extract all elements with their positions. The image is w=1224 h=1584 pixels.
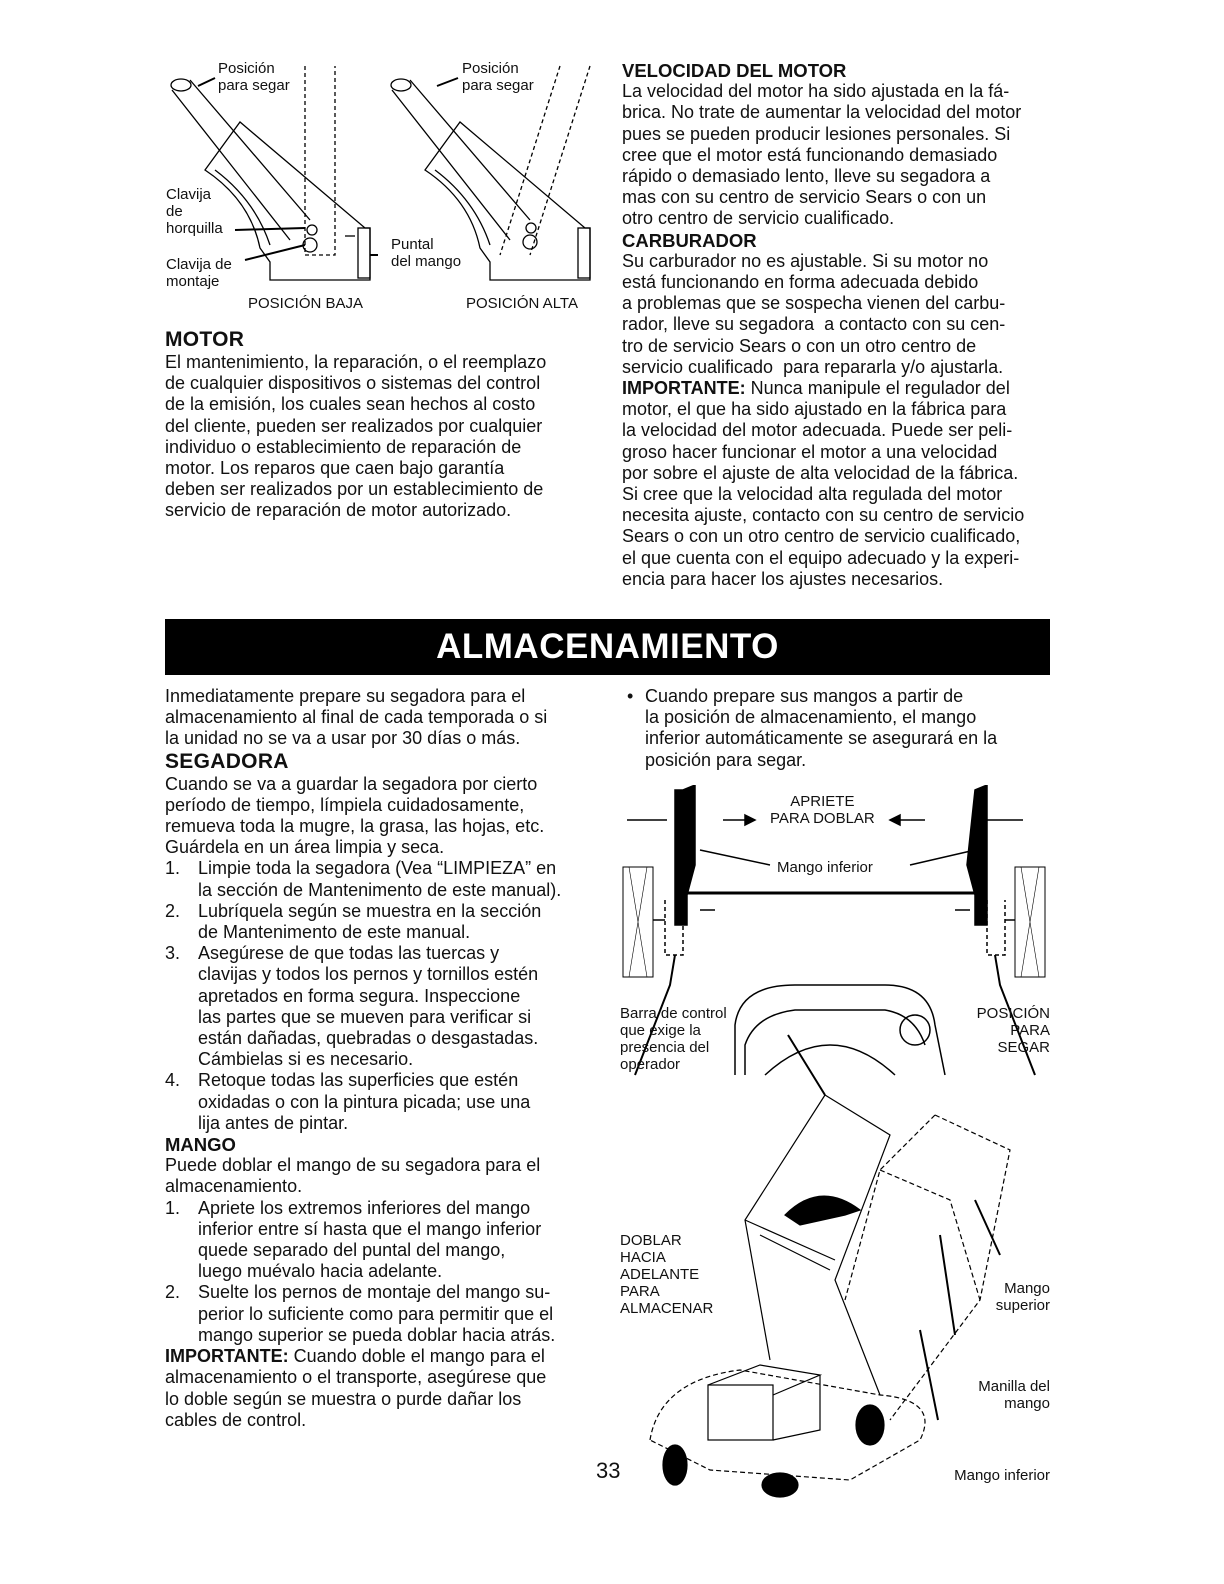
label-apriete-para-doblar: APRIETE PARA DOBLAR bbox=[770, 793, 875, 827]
line-text: la posición de almacenamiento, el mango bbox=[645, 707, 977, 728]
text-line bbox=[622, 208, 1024, 229]
text-line bbox=[645, 707, 997, 728]
text-line bbox=[165, 1304, 561, 1325]
line-text: Sears o con un otro centro de servicio cualificado, bbox=[622, 526, 1021, 547]
text-line bbox=[622, 145, 1024, 166]
text-line bbox=[165, 437, 546, 458]
line-text: apretados en forma segura. Inspeccione bbox=[198, 985, 521, 1006]
text-line bbox=[622, 166, 1024, 187]
section-heading bbox=[165, 1134, 561, 1155]
line-text: posición para segar. bbox=[645, 749, 807, 770]
line-text: almacenamiento o el transporte, asegúrese que bbox=[165, 1367, 547, 1388]
line-text: por sobre el ajuste de alta velocidad de la fábrica. bbox=[622, 462, 1019, 483]
line-text: Cámbielas si es necesario. bbox=[198, 1049, 414, 1070]
line-text: Apriete los extremos inferiores del mango bbox=[198, 1197, 531, 1218]
text-line bbox=[165, 964, 561, 985]
line-text: lo doble según se muestra o purde dañar los bbox=[165, 1388, 522, 1409]
line-text: servicio cualificado para repararla y/o ajustarla. bbox=[622, 356, 1004, 377]
line-text: Puede doblar el mango de su segadora para el bbox=[165, 1155, 541, 1176]
text-line bbox=[165, 373, 546, 394]
text-line bbox=[622, 526, 1024, 547]
text-line bbox=[165, 394, 546, 415]
line-text: Si cree que la velocidad alta regulada del motor bbox=[622, 484, 1003, 505]
line-text: rador, lleve su segadora a contacto con su cen- bbox=[622, 314, 1006, 335]
label-posicion-para-segar: POSICIÓN PARA SEGAR bbox=[976, 1005, 1050, 1056]
motor-section bbox=[165, 328, 546, 522]
line-text: las partes que se mueven para verificar si bbox=[198, 1006, 532, 1027]
text-line bbox=[165, 922, 561, 943]
list-item bbox=[165, 901, 561, 922]
line-text: motor, el que ha sido ajustado en la fábrica para bbox=[622, 399, 1007, 420]
line-text: oxidadas o con la pintura picada; use una bbox=[198, 1091, 531, 1112]
line-text: La velocidad del motor ha sido ajustada en la fá- bbox=[622, 81, 1010, 102]
text-line bbox=[622, 187, 1024, 208]
label-manilla-del-mango: Manilla del mango bbox=[978, 1378, 1050, 1412]
text-line bbox=[165, 1240, 561, 1261]
text-line bbox=[622, 336, 1024, 357]
label-posicion-para-segar-right: Posición para segar bbox=[462, 60, 534, 94]
line-text: del cliente, pueden ser realizados por cualquier bbox=[165, 415, 543, 436]
line-text: remueva toda la mugre, la grasa, las hojas, etc. bbox=[165, 816, 545, 837]
list-number: 3. bbox=[165, 943, 181, 964]
label-doblar-hacia-adelante: DOBLAR HACIA ADELANTE PARA ALMACENAR bbox=[620, 1232, 714, 1317]
text-line bbox=[165, 1346, 561, 1367]
label-puntal-del-mango: Puntal del mango bbox=[391, 236, 462, 270]
list-number: 2. bbox=[165, 900, 181, 921]
label-barra-de-control: Barra de control que exige la presencia del operador bbox=[620, 1005, 727, 1073]
text-line bbox=[165, 795, 561, 816]
text-line bbox=[165, 774, 561, 795]
line-text: pues se pueden producir lesiones personales. Si bbox=[622, 123, 1011, 144]
line-text: SEGADORA bbox=[165, 749, 289, 773]
line-text: Retoque todas las superficies que estén bbox=[198, 1070, 519, 1091]
line-text: necesita ajuste, contacto con su centro de servicio bbox=[622, 505, 1025, 526]
line-text: Guárdela en un área limpia y seca. bbox=[165, 837, 445, 858]
text-line bbox=[165, 1367, 561, 1388]
text-line bbox=[622, 272, 1024, 293]
text-line bbox=[622, 484, 1024, 505]
text-line bbox=[622, 124, 1024, 145]
text-line bbox=[165, 1155, 561, 1176]
line-text: de Mantenimento de este manual. bbox=[198, 922, 471, 943]
label-clavija-montaje: Clavija de montaje bbox=[166, 256, 232, 290]
section-heading bbox=[165, 328, 546, 352]
line-text: Suelte los pernos de montaje del mango su- bbox=[198, 1282, 551, 1303]
text-line bbox=[165, 458, 546, 479]
line-text: almacenamiento al final de cada temporada o si bbox=[165, 707, 548, 728]
line-text: Su carburador no es ajustable. Si su motor no bbox=[622, 250, 989, 271]
line-text: Cuando prepare sus mangos a partir de bbox=[645, 686, 964, 706]
line-text: mas con su centro de servicio Sears o con un bbox=[622, 187, 987, 208]
label-posicion-para-segar-left: Posición para segar bbox=[218, 60, 290, 94]
line-text: encia para hacer los ajustes necesarios. bbox=[622, 568, 944, 589]
text-line bbox=[622, 505, 1024, 526]
line-text: a problemas que se sospecha vienen del carbu- bbox=[622, 293, 1006, 314]
mower-folding-diagram bbox=[620, 1000, 1055, 1500]
line-text: deben ser realizados por un establecimiento de bbox=[165, 479, 544, 500]
text-line bbox=[165, 479, 546, 500]
line-text: Cuando se va a guardar la segadora por cierto bbox=[165, 773, 538, 794]
text-line bbox=[165, 816, 561, 837]
line-text: individuo o establecimiento de reparación de bbox=[165, 436, 522, 457]
text-line bbox=[165, 1325, 561, 1346]
handle-position-diagram bbox=[160, 50, 600, 320]
text-line bbox=[165, 728, 561, 749]
text-line bbox=[165, 1007, 561, 1028]
line-text: Limpie toda la segadora (Vea “LIMPIEZA” en bbox=[198, 858, 557, 879]
list-number: 2. bbox=[165, 1282, 181, 1303]
text-line bbox=[627, 686, 997, 707]
line-text: clavijas y todos los pernos y tornillos estén bbox=[198, 964, 539, 985]
line-text: el que cuenta con el equipo adecuado y la experi- bbox=[622, 547, 1020, 568]
line-text: MANGO bbox=[165, 1134, 236, 1156]
line-text: otro centro de servicio cualificado. bbox=[622, 208, 895, 229]
line-text: Inmediatamente prepare su segadora para el bbox=[165, 686, 526, 706]
list-item bbox=[165, 943, 561, 964]
line-text: Lubríquela según se muestra en la sección bbox=[198, 900, 542, 921]
text-line bbox=[165, 986, 561, 1007]
storage-left-section bbox=[165, 686, 561, 1431]
line-text: está funcionando en forma adecuada debido bbox=[622, 272, 979, 293]
line-text: tro de servicio Sears o con un otro centro de bbox=[622, 335, 977, 356]
line-text: la sección de Mantenimento de este manual). bbox=[198, 879, 562, 900]
section-banner: ALMACENAMIENTO bbox=[165, 619, 1050, 675]
text-line bbox=[645, 750, 997, 771]
text-line bbox=[622, 442, 1024, 463]
line-text: están dañadas, quebradas o desgastadas. bbox=[198, 1028, 539, 1049]
line-text: de cualquier dispositivos o sistemas del control bbox=[165, 373, 541, 394]
text-line bbox=[165, 352, 546, 373]
text-line bbox=[622, 81, 1024, 102]
text-line bbox=[622, 420, 1024, 441]
text-line bbox=[645, 728, 997, 749]
text-line bbox=[165, 880, 561, 901]
text-line bbox=[165, 837, 561, 858]
section-heading bbox=[165, 750, 561, 774]
text-line bbox=[622, 399, 1024, 420]
list-item bbox=[165, 1070, 561, 1091]
text-line bbox=[622, 548, 1024, 569]
line-text: cree que el motor está funcionando demasiado bbox=[622, 144, 998, 165]
list-number: 4. bbox=[165, 1070, 181, 1091]
line-text: perior lo suficiente como para permitir que el bbox=[198, 1303, 554, 1324]
line-text: mango superior se pueda doblar hacia atrás. bbox=[198, 1324, 556, 1345]
line-text: Cuando doble el mango para el bbox=[288, 1346, 545, 1367]
right-top-section bbox=[622, 60, 1024, 590]
text-line bbox=[165, 707, 561, 728]
line-text: MOTOR bbox=[165, 328, 245, 351]
label-posicion-alta: POSICIÓN ALTA bbox=[466, 295, 578, 312]
line-text: VELOCIDAD DEL MOTOR bbox=[622, 60, 847, 81]
important-label: IMPORTANTE: bbox=[622, 378, 746, 399]
line-text: período de tiempo, límpiela cuidadosamente, bbox=[165, 794, 525, 815]
text-line bbox=[165, 1261, 561, 1282]
text-line bbox=[165, 500, 546, 521]
text-line bbox=[165, 1028, 561, 1049]
line-text: CARBURADOR bbox=[622, 229, 757, 251]
label-mango-superior: Mango superior bbox=[995, 1280, 1050, 1314]
line-text: rápido o demasiado lento, lleve su segadora a bbox=[622, 166, 991, 187]
text-line bbox=[622, 569, 1024, 590]
line-text: servicio de reparación de motor autorizado. bbox=[165, 500, 512, 521]
line-text: lija antes de pintar. bbox=[198, 1112, 349, 1133]
text-line bbox=[622, 314, 1024, 335]
label-mango-inferior-front: Mango inferior bbox=[777, 859, 873, 876]
line-text: la unidad no se va a usar por 30 días o más. bbox=[165, 728, 521, 749]
list-item bbox=[165, 858, 561, 879]
text-line bbox=[165, 1176, 561, 1197]
line-text: almacenamiento. bbox=[165, 1176, 303, 1197]
text-line bbox=[165, 1219, 561, 1240]
text-line bbox=[622, 357, 1024, 378]
line-text: Nunca manipule el regulador del bbox=[745, 378, 1010, 399]
label-posicion-baja: POSICIÓN BAJA bbox=[248, 295, 364, 312]
line-text: motor. Los reparos que caen bajo garantía bbox=[165, 458, 505, 479]
text-line bbox=[622, 378, 1024, 399]
line-text: quede separado del puntal del mango, bbox=[198, 1240, 506, 1261]
line-text: inferior automáticamente se asegurará en la bbox=[645, 728, 998, 749]
page-number: 33 bbox=[596, 1458, 621, 1483]
text-line bbox=[165, 1049, 561, 1070]
text-line bbox=[165, 1410, 561, 1431]
text-line bbox=[165, 1389, 561, 1410]
list-number: 1. bbox=[165, 858, 181, 879]
text-line bbox=[165, 1113, 561, 1134]
text-line bbox=[622, 251, 1024, 272]
line-text: inferior entre sí hasta que el mango inferior bbox=[198, 1218, 542, 1239]
line-text: luego muévalo hacia adelante. bbox=[198, 1261, 443, 1282]
line-text: la velocidad del motor adecuada. Puede ser peli- bbox=[622, 420, 1013, 441]
important-label: IMPORTANTE: bbox=[165, 1346, 289, 1367]
text-line bbox=[622, 102, 1024, 123]
line-text: El mantenimiento, la reparación, o el reemplazo bbox=[165, 352, 547, 372]
section-heading bbox=[622, 230, 1024, 251]
list-item bbox=[165, 1198, 561, 1219]
line-text: Asegúrese de que todas las tuercas y bbox=[198, 943, 500, 964]
text-line bbox=[165, 1092, 561, 1113]
section-heading bbox=[622, 60, 1024, 81]
text-line bbox=[622, 463, 1024, 484]
label-clavija-horquilla: Clavija de horquilla bbox=[166, 186, 223, 237]
text-line bbox=[165, 416, 546, 437]
line-text: brica. No trate de aumentar la velocidad del motor bbox=[622, 102, 1022, 123]
storage-right-section bbox=[627, 686, 998, 771]
list-number: 1. bbox=[165, 1197, 181, 1218]
text-line bbox=[165, 686, 561, 707]
label-mango-inferior: Mango inferior bbox=[954, 1467, 1050, 1484]
line-text: cables de control. bbox=[165, 1409, 307, 1430]
text-line bbox=[622, 293, 1024, 314]
list-item bbox=[165, 1282, 561, 1303]
line-text: groso hacer funcionar el motor a una velocidad bbox=[622, 441, 998, 462]
line-text: de la emisión, los cuales sean hechos al costo bbox=[165, 394, 536, 415]
bullet-icon: • bbox=[627, 686, 634, 706]
